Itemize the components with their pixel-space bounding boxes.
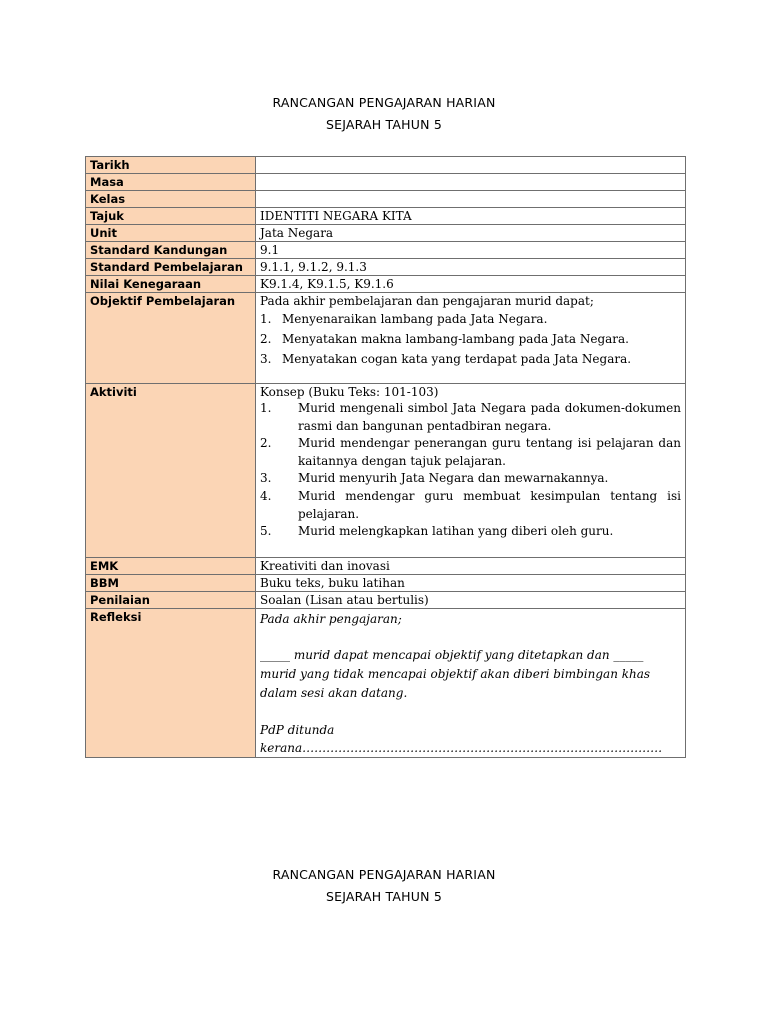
refleksi-line-2: _____ murid dapat mencapai objektif yang ditetapkan dan _____ murid yang tidak mencapai objektif akan diberi bimbingan khas dalam sesi akan datang. — [260, 648, 651, 700]
value-tajuk: IDENTITI NEGARA KITA — [256, 208, 686, 225]
label-objektif: Objektif Pembelajaran — [86, 293, 256, 384]
label-standard-kandungan: Standard Kandungan — [86, 242, 256, 259]
label-emk: EMK — [86, 558, 256, 575]
footer-title — [0, 864, 768, 908]
refleksi-line-3: PdP ditunda kerana……………………………………………………………………………… — [260, 723, 663, 755]
row-objektif — [86, 293, 686, 384]
value-bbm: Buku teks, buku latihan — [256, 575, 686, 592]
objektif-intro: Pada akhir pembelajaran dan pengajaran murid dapat; — [260, 294, 594, 308]
row-unit — [86, 225, 686, 242]
list-item: 3. Menyatakan cogan kata yang terdapat pada Jata Negara. — [260, 352, 632, 366]
value-unit: Jata Negara — [256, 225, 686, 242]
footer-title-line-2: SEJARAH TAHUN 5 — [326, 889, 442, 904]
value-standard-kandungan: 9.1 — [256, 242, 686, 259]
row-nilai-kenegaraan — [86, 276, 686, 293]
row-standard-kandungan — [86, 242, 686, 259]
title-line-1: RANCANGAN PENGAJARAN HARIAN — [272, 95, 496, 110]
row-standard-pembelajaran — [86, 259, 686, 276]
row-emk — [86, 558, 686, 575]
label-nilai-kenegaraan: Nilai Kenegaraan — [86, 276, 256, 293]
value-objektif — [256, 293, 686, 384]
value-emk: Kreativiti dan inovasi — [256, 558, 686, 575]
footer-title-line-1: RANCANGAN PENGAJARAN HARIAN — [272, 867, 496, 882]
row-tajuk — [86, 208, 686, 225]
list-item: 1. Menyenaraikan lambang pada Jata Negara. — [260, 312, 548, 326]
value-tarikh[interactable] — [256, 157, 686, 174]
value-aktiviti — [256, 384, 686, 558]
value-masa[interactable] — [256, 174, 686, 191]
label-tarikh: Tarikh — [86, 157, 256, 174]
row-kelas — [86, 191, 686, 208]
label-kelas: Kelas — [86, 191, 256, 208]
value-standard-pembelajaran: 9.1.1, 9.1.2, 9.1.3 — [256, 259, 686, 276]
label-standard-pembelajaran: Standard Pembelajaran — [86, 259, 256, 276]
value-refleksi — [256, 609, 686, 758]
page-title — [0, 92, 768, 136]
row-penilaian — [86, 592, 686, 609]
row-bbm — [86, 575, 686, 592]
row-masa — [86, 174, 686, 191]
value-nilai-kenegaraan: K9.1.4, K9.1.5, K9.1.6 — [256, 276, 686, 293]
label-unit: Unit — [86, 225, 256, 242]
label-refleksi: Refleksi — [86, 609, 256, 758]
label-aktiviti: Aktiviti — [86, 384, 256, 558]
list-item: 2. Murid mendengar penerangan guru tentang isi pelajaran dan kaitannya dengan tajuk pelajaran. — [260, 436, 681, 468]
refleksi-line-1: Pada akhir pengajaran; — [260, 612, 402, 626]
list-item: 1. Murid mengenali simbol Jata Negara pada dokumen-dokumen rasmi dan bangunan pentadbiran negara. — [260, 401, 681, 433]
row-aktiviti — [86, 384, 686, 558]
row-refleksi — [86, 609, 686, 758]
label-bbm: BBM — [86, 575, 256, 592]
objektif-list — [260, 311, 681, 368]
value-penilaian: Soalan (Lisan atau bertulis) — [256, 592, 686, 609]
aktiviti-intro: Konsep (Buku Teks: 101-103) — [260, 385, 439, 399]
label-penilaian: Penilaian — [86, 592, 256, 609]
list-item: 5. Murid melengkapkan latihan yang diberi oleh guru. — [260, 524, 614, 539]
aktiviti-list — [260, 400, 681, 541]
row-tarikh — [86, 157, 686, 174]
title-line-2: SEJARAH TAHUN 5 — [326, 117, 442, 132]
value-kelas[interactable] — [256, 191, 686, 208]
list-item: 3. Murid menyurih Jata Negara dan mewarnakannya. — [260, 471, 609, 486]
lesson-plan-table — [85, 156, 686, 758]
list-item: 4. Murid mendengar guru membuat kesimpulan tentang isi pelajaran. — [260, 488, 681, 521]
label-masa: Masa — [86, 174, 256, 191]
label-tajuk: Tajuk — [86, 208, 256, 225]
list-item: 2. Menyatakan makna lambang-lambang pada Jata Negara. — [260, 332, 629, 346]
